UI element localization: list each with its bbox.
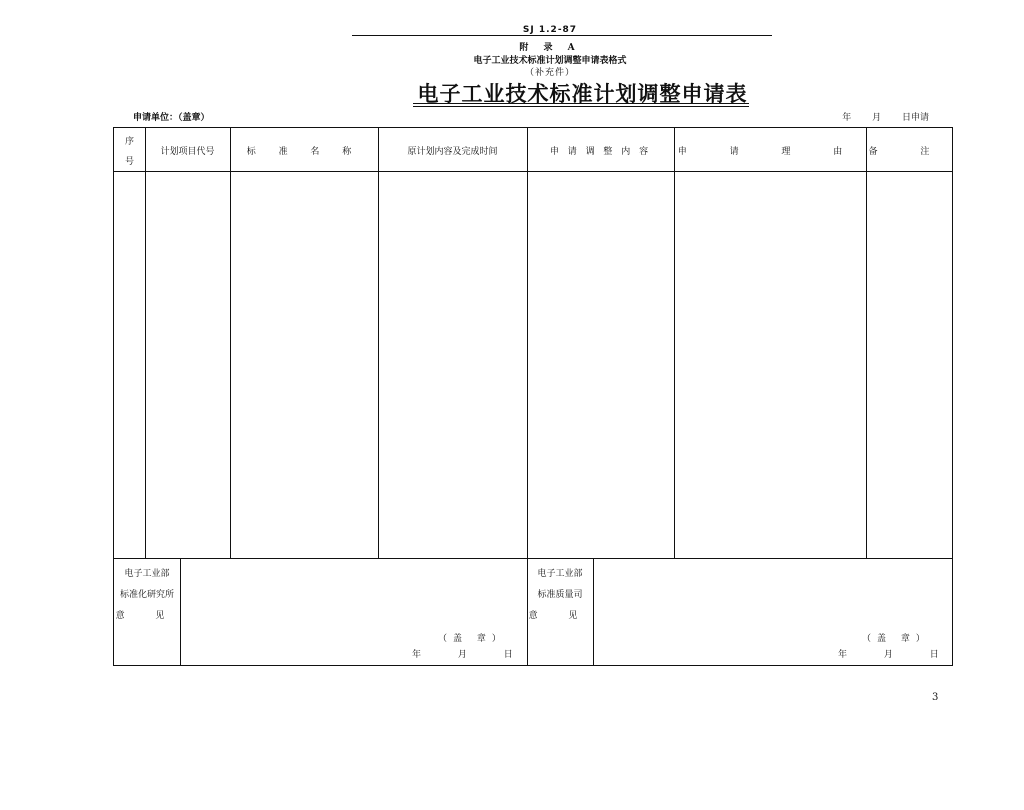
application-table bbox=[113, 127, 953, 666]
appendix-label: 附 录 A bbox=[519, 43, 581, 53]
col-divider bbox=[145, 128, 146, 558]
institute-label-3: 意 见 bbox=[115, 611, 179, 621]
col-header-original-plan: 原计划内容及完成时间 bbox=[407, 147, 498, 157]
col-divider bbox=[866, 128, 867, 558]
applicant-unit: 申请单位：（盖章） bbox=[133, 113, 210, 123]
col-header-seq-bottom: 号 bbox=[124, 157, 134, 167]
institute-seal: （盖 章） bbox=[438, 634, 507, 644]
col-header-reason: 申 请 理 由 bbox=[677, 147, 863, 157]
apply-date: 年 月 日申请 bbox=[842, 113, 929, 123]
col-header-seq-top: 序 bbox=[124, 137, 134, 147]
supplement-label: （补充件） bbox=[524, 68, 575, 78]
opinion-divider bbox=[593, 558, 594, 665]
opinion-divider bbox=[180, 558, 181, 665]
dept-label-1: 电子工业部 bbox=[537, 569, 583, 579]
form-title: 电子工业技术标准计划调整申请表 bbox=[417, 81, 748, 106]
institute-date: 年 月 日 bbox=[412, 650, 513, 660]
col-divider bbox=[378, 128, 379, 558]
standard-code: SJ 1.2-87 bbox=[522, 25, 578, 35]
col-divider bbox=[230, 128, 231, 558]
header-row-border bbox=[114, 171, 952, 172]
col-header-standard-name: 标 准 名 称 bbox=[246, 147, 362, 157]
col-header-remarks: 备 注 bbox=[868, 147, 950, 157]
institute-label-1: 电子工业部 bbox=[124, 569, 170, 579]
dept-label-2: 标准质量司 bbox=[537, 590, 583, 600]
header-rule bbox=[352, 35, 772, 36]
opinion-section-border bbox=[114, 558, 952, 559]
col-header-adjustment: 申 请 调 整 内 容 bbox=[549, 147, 652, 157]
dept-date: 年 月 日 bbox=[838, 650, 939, 660]
page-number: 3 bbox=[932, 692, 939, 703]
dept-seal: （盖 章） bbox=[862, 634, 931, 644]
col-header-plan-code: 计划项目代号 bbox=[160, 147, 215, 157]
title-underline bbox=[413, 103, 749, 104]
col-divider bbox=[674, 128, 675, 558]
format-subtitle: 电子工业技术标准计划调整申请表格式 bbox=[473, 56, 627, 66]
title-underline-2 bbox=[413, 106, 749, 107]
dept-label-3: 意 见 bbox=[528, 611, 592, 621]
institute-label-2: 标准化研究所 bbox=[119, 590, 174, 600]
